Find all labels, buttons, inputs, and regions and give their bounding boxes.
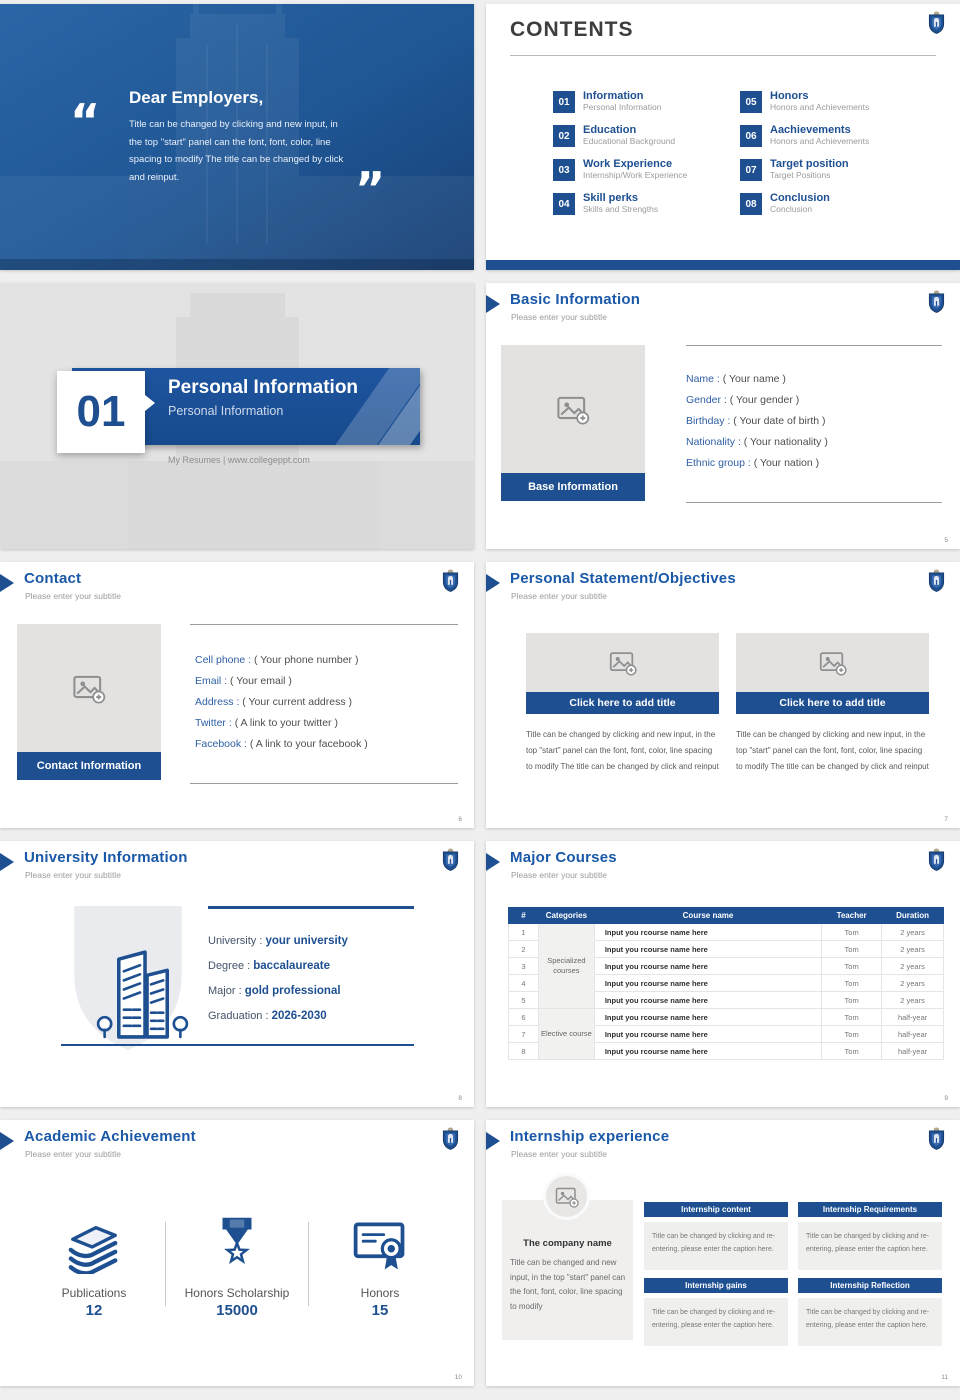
statement-card <box>736 633 929 775</box>
slide-title: Basic Information <box>510 291 641 308</box>
add-title-button[interactable]: Click here to add title <box>736 692 929 714</box>
field-row: Address : ( Your current address ) <box>195 696 353 708</box>
item-number-badge: 08 <box>740 193 762 215</box>
image-placeholder-icon <box>555 1185 579 1208</box>
table-row: 2 Input you rcourse name here Tom 2 years <box>509 941 944 958</box>
university-crest-icon <box>442 569 459 592</box>
courses-table <box>508 907 944 1060</box>
page-number: 11 <box>941 1374 948 1381</box>
slide-internship-experience[interactable] <box>486 1120 960 1386</box>
field-row: Facebook : ( A link to your facebook ) <box>195 738 368 750</box>
contents-item <box>740 158 920 182</box>
add-title-button[interactable]: Click here to add title <box>526 692 719 714</box>
image-placeholder-icon <box>819 649 847 676</box>
slide-subtitle: Please enter your subtitle <box>25 1149 121 1159</box>
photo-placeholder[interactable] <box>17 624 161 752</box>
page-number: 6 <box>458 816 462 823</box>
university-crest-icon <box>928 11 945 34</box>
divider-line <box>190 783 458 784</box>
item-title: Target position <box>770 158 849 170</box>
university-crest-icon <box>928 290 945 313</box>
slide-contact[interactable] <box>0 562 474 828</box>
page-number: 8 <box>458 1095 462 1102</box>
stat-label: Honors Scholarship <box>184 1286 290 1300</box>
item-title: Education <box>583 124 637 136</box>
table-row: 3 Input you rcourse name here Tom 2 years <box>509 958 944 975</box>
category-cell: Specialized courses <box>538 924 594 1009</box>
university-fields <box>208 929 348 1029</box>
contents-item <box>740 124 920 148</box>
field-row: Email : ( Your email ) <box>195 675 292 687</box>
page-number: 5 <box>944 537 948 544</box>
statement-body: Title can be changed by clicking and new input, in the top "start" panel can the font, font, color, line spacing to modify The title can be changed by click and reinput <box>736 730 929 771</box>
item-title: Aachievements <box>770 124 851 136</box>
divider-line <box>510 55 936 56</box>
item-number-badge: 07 <box>740 159 762 181</box>
photo-caption: Contact Information <box>17 752 161 780</box>
header-arrow-icon <box>486 295 500 313</box>
table-header-row <box>509 908 944 924</box>
university-crest-icon <box>442 1127 459 1150</box>
slide-title: Major Courses <box>510 849 617 866</box>
stat-value: 12 <box>85 1302 103 1319</box>
slide-personal-statement[interactable] <box>486 562 960 828</box>
field-row: Cell phone : ( Your phone number ) <box>195 654 359 666</box>
contents-column-right <box>740 90 920 226</box>
item-title: Honors <box>770 90 809 102</box>
slide-title: Internship experience <box>510 1128 670 1145</box>
slide-academic-achievement[interactable] <box>0 1120 474 1386</box>
item-subtitle: Target Positions <box>770 170 831 180</box>
contents-column-left <box>553 90 733 226</box>
university-crest-icon <box>442 848 459 871</box>
image-placeholder-icon <box>609 649 637 676</box>
contents-item <box>553 158 733 182</box>
header-arrow-icon <box>486 853 500 871</box>
col-header-index: # <box>509 908 539 924</box>
contents-title: CONTENTS <box>510 18 634 41</box>
item-number-badge: 02 <box>553 125 575 147</box>
slide-title: University Information <box>24 849 188 866</box>
field-row: Ethnic group : ( Your nation ) <box>686 457 820 469</box>
section-title: Personal Information <box>168 377 359 398</box>
info-fields <box>686 369 911 474</box>
close-quote-icon: ” <box>355 162 386 216</box>
divider-line <box>190 624 458 625</box>
company-description: Title can be changed and new input, in the top "start" panel can the font, font, color, line spacing to modify <box>510 1258 626 1311</box>
col-header-categories: Categories <box>538 908 594 924</box>
stat-label: Honors <box>360 1286 400 1300</box>
slide-subtitle: Please enter your subtitle <box>511 870 607 880</box>
photo-placeholder[interactable] <box>736 633 929 692</box>
contents-item <box>740 192 920 216</box>
divider-line <box>686 502 942 503</box>
table-row: 4 Input you rcourse name here Tom 2 years <box>509 975 944 992</box>
honors-certificate-icon <box>350 1214 410 1274</box>
col-header-teacher: Teacher <box>822 908 882 924</box>
internship-box <box>644 1202 788 1270</box>
category-cell: Elective course <box>538 1009 594 1060</box>
internship-box-body: Title can be changed by clicking and re-entering, please enter the caption here. <box>644 1298 788 1346</box>
item-subtitle: Conclusion <box>770 204 813 214</box>
slide-contents[interactable] <box>486 4 960 270</box>
header-arrow-icon <box>0 1132 14 1150</box>
slide-university-information[interactable] <box>0 841 474 1107</box>
university-crest-icon <box>928 569 945 592</box>
internship-box <box>798 1278 942 1346</box>
field-row: Nationality : ( Your nationality ) <box>686 436 828 448</box>
internship-box <box>644 1278 788 1346</box>
stat-scholarship <box>166 1212 308 1319</box>
statement-card <box>526 633 719 775</box>
photo-caption: Base Information <box>501 473 645 501</box>
internship-box-title: Internship Requirements <box>798 1202 942 1217</box>
col-header-duration: Duration <box>882 908 944 924</box>
internship-box-title: Internship Reflection <box>798 1278 942 1293</box>
section-footer: My Resumes | www.collegeppt.com <box>168 455 310 465</box>
item-number-badge: 05 <box>740 91 762 113</box>
item-subtitle: Personal Information <box>583 102 662 112</box>
university-crest-icon <box>928 1127 945 1150</box>
contents-item <box>740 90 920 114</box>
field-row: Graduation : 2026-2030 <box>208 1010 327 1022</box>
table-row: 1 Specialized courses Input you rcourse name here Tom 2 years <box>509 924 944 941</box>
stat-value: 15000 <box>216 1302 258 1319</box>
publications-stack-icon <box>63 1218 125 1274</box>
item-number-badge: 03 <box>553 159 575 181</box>
internship-box <box>798 1202 942 1270</box>
contents-item <box>553 192 733 216</box>
photo-placeholder[interactable] <box>526 633 719 692</box>
item-title: Conclusion <box>770 192 830 204</box>
slide-title: Contact <box>24 570 82 587</box>
page-number: 7 <box>944 816 948 823</box>
item-subtitle: Honors and Achievements <box>770 102 870 112</box>
item-title: Information <box>583 90 644 102</box>
contents-item <box>553 124 733 148</box>
university-crest-icon <box>928 848 945 871</box>
header-arrow-icon <box>486 1132 500 1150</box>
item-number-badge: 01 <box>553 91 575 113</box>
image-placeholder-icon <box>556 393 590 425</box>
internship-box-title: Internship gains <box>644 1278 788 1293</box>
header-arrow-icon <box>0 574 14 592</box>
slide-basic-information[interactable] <box>486 283 960 549</box>
field-row: Name : ( Your name ) <box>686 373 786 385</box>
item-number-badge: 04 <box>553 193 575 215</box>
item-title: Skill perks <box>583 192 639 204</box>
field-row: Degree : baccalaureate <box>208 960 330 972</box>
bottom-accent-bar <box>486 260 960 270</box>
stat-label: Publications <box>61 1286 127 1300</box>
slide-cover[interactable] <box>0 4 474 270</box>
header-arrow-icon <box>0 853 14 871</box>
section-number-box <box>57 371 145 453</box>
cover-body-text: Title can be changed by clicking and new input, in the top "start" panel can the font, font, color, line spacing to modify The title can be changed by click and reinput. <box>129 119 344 183</box>
header-arrow-icon <box>486 574 500 592</box>
contents-item <box>553 90 733 114</box>
field-row: Major : gold professional <box>208 985 341 997</box>
internship-box-title: Internship content <box>644 1202 788 1217</box>
table-row: 7 Input you rcourse name here Tom half-year <box>509 1026 944 1043</box>
table-row: 8 Input you rcourse name here Tom half-year <box>509 1043 944 1060</box>
item-subtitle: Honors and Achievements <box>770 136 870 146</box>
section-number: 01 <box>76 387 126 436</box>
field-row: Twitter : ( A link to your twitter ) <box>195 717 338 729</box>
image-placeholder-icon <box>72 672 106 704</box>
stat-honors <box>309 1212 451 1319</box>
open-quote-icon: “ <box>70 94 101 148</box>
scholarship-medal-icon <box>208 1214 266 1274</box>
page-number: 9 <box>944 1095 948 1102</box>
slide-title: Academic Achievement <box>24 1128 196 1145</box>
divider-line <box>686 345 942 346</box>
cover-title: Dear Employers, <box>129 88 264 107</box>
page-number: 10 <box>454 1374 462 1381</box>
slide-major-courses[interactable] <box>486 841 960 1107</box>
banner-notch-icon <box>145 395 155 411</box>
internship-box-body: Title can be changed by clicking and re-entering, please enter the caption here. <box>798 1298 942 1346</box>
slide-section-divider[interactable] <box>0 283 474 549</box>
item-subtitle: Skills and Strengths <box>583 204 659 214</box>
slide-subtitle: Please enter your subtitle <box>511 312 607 322</box>
accent-rule <box>61 1044 414 1046</box>
internship-box-body: Title can be changed by clicking and re-entering, please enter the caption here. <box>644 1222 788 1270</box>
stat-value: 15 <box>371 1302 389 1319</box>
internship-box-body: Title can be changed by clicking and re-entering, please enter the caption here. <box>798 1222 942 1270</box>
info-fields <box>195 650 455 755</box>
table-row: 5 Input you rcourse name here Tom 2 years <box>509 992 944 1009</box>
col-header-course-name: Course name <box>594 908 821 924</box>
table-row: 6 Elective course Input you rcourse name here Tom half-year <box>509 1009 944 1026</box>
item-subtitle: Educational Background <box>583 136 676 146</box>
achievement-stats <box>0 1212 474 1319</box>
slide-subtitle: Please enter your subtitle <box>511 1149 607 1159</box>
item-title: Work Experience <box>583 158 673 170</box>
company-name: The company name <box>523 1238 612 1249</box>
accent-rule <box>208 906 414 909</box>
cover-bottom-strip <box>0 259 474 270</box>
slide-subtitle: Please enter your subtitle <box>511 591 607 601</box>
item-number-badge: 06 <box>740 125 762 147</box>
statement-body: Title can be changed by clicking and new input, in the top "start" panel can the font, font, color, line spacing to modify The title can be changed by click and reinput <box>526 730 719 771</box>
photo-placeholder[interactable] <box>543 1173 590 1220</box>
item-subtitle: Internship/Work Experience <box>583 170 688 180</box>
stat-publications <box>23 1212 165 1319</box>
field-row: Gender : ( Your gender ) <box>686 394 800 406</box>
university-building-icon <box>86 939 198 1045</box>
field-row: Birthday : ( Your date of birth ) <box>686 415 826 427</box>
slide-subtitle: Please enter your subtitle <box>25 870 121 880</box>
field-row: University : your university <box>208 935 348 947</box>
slide-title: Personal Statement/Objectives <box>510 570 736 587</box>
slide-subtitle: Please enter your subtitle <box>25 591 121 601</box>
photo-placeholder[interactable] <box>501 345 645 473</box>
section-subtitle: Personal Information <box>168 404 284 418</box>
